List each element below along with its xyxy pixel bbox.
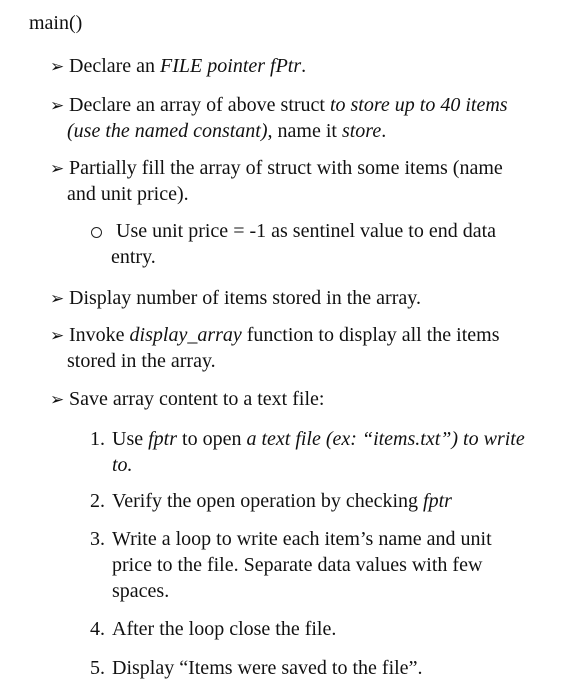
arrow-bullet-icon: ➢	[50, 390, 65, 410]
step-text-line: Use fptr to open a text file (ex: “items.txt”) to write	[112, 428, 525, 450]
step-text-line: spaces.	[112, 580, 170, 602]
bullet-text-line: Save array content to a text file:	[69, 388, 325, 410]
numbered-step	[0, 616, 336, 642]
bullet-text-line: and unit price).	[67, 183, 189, 205]
step-text-line: price to the file. Separate data values with few	[112, 554, 483, 576]
step-number: 3.	[90, 528, 105, 550]
step-text-line: to.	[112, 454, 133, 476]
bullet-text-line: (use the named constant), name it store.	[67, 120, 387, 142]
step-text-line: After the loop close the file.	[112, 618, 337, 640]
bullet-item	[0, 285, 421, 311]
bullet-text-line: Declare an array of above struct to store up to 40 items	[69, 94, 508, 116]
sub-bullet-item	[0, 218, 496, 270]
step-number: 1.	[90, 428, 105, 450]
bullet-text-line: Declare an FILE pointer fPtr.	[69, 55, 307, 77]
bullet-text-line: Partially fill the array of struct with some items (name	[69, 157, 503, 179]
step-text-line: Write a loop to write each item’s name and unit	[112, 528, 492, 550]
bullet-text-line: stored in the array.	[67, 350, 216, 372]
bullet-text-line: Display number of items stored in the array.	[69, 287, 421, 309]
arrow-bullet-icon: ➢	[50, 96, 65, 116]
numbered-step	[0, 488, 452, 514]
hollow-circle-bullet-icon	[91, 227, 102, 238]
heading-main: main()	[29, 12, 83, 34]
step-number: 5.	[90, 657, 105, 679]
bullet-text-line: entry.	[111, 246, 156, 268]
bullet-item	[0, 322, 500, 374]
bullet-text-line: Invoke display_array function to display all the items	[69, 324, 500, 346]
step-text-line: Verify the open operation by checking fptr	[112, 490, 452, 512]
bullet-item	[0, 92, 508, 144]
bullet-item	[0, 386, 324, 412]
numbered-step	[0, 655, 422, 681]
step-number: 4.	[90, 618, 105, 640]
step-text-line: Display “Items were saved to the file”.	[112, 657, 423, 679]
arrow-bullet-icon: ➢	[50, 159, 65, 179]
bullet-item	[0, 53, 306, 79]
bullet-text-line: Use unit price = -1 as sentinel value to end data	[116, 220, 497, 242]
arrow-bullet-icon: ➢	[50, 289, 65, 309]
arrow-bullet-icon: ➢	[50, 57, 65, 77]
bullet-item	[0, 155, 503, 207]
step-number: 2.	[90, 490, 105, 512]
numbered-step	[0, 426, 525, 478]
arrow-bullet-icon: ➢	[50, 326, 65, 346]
numbered-step	[0, 526, 492, 604]
